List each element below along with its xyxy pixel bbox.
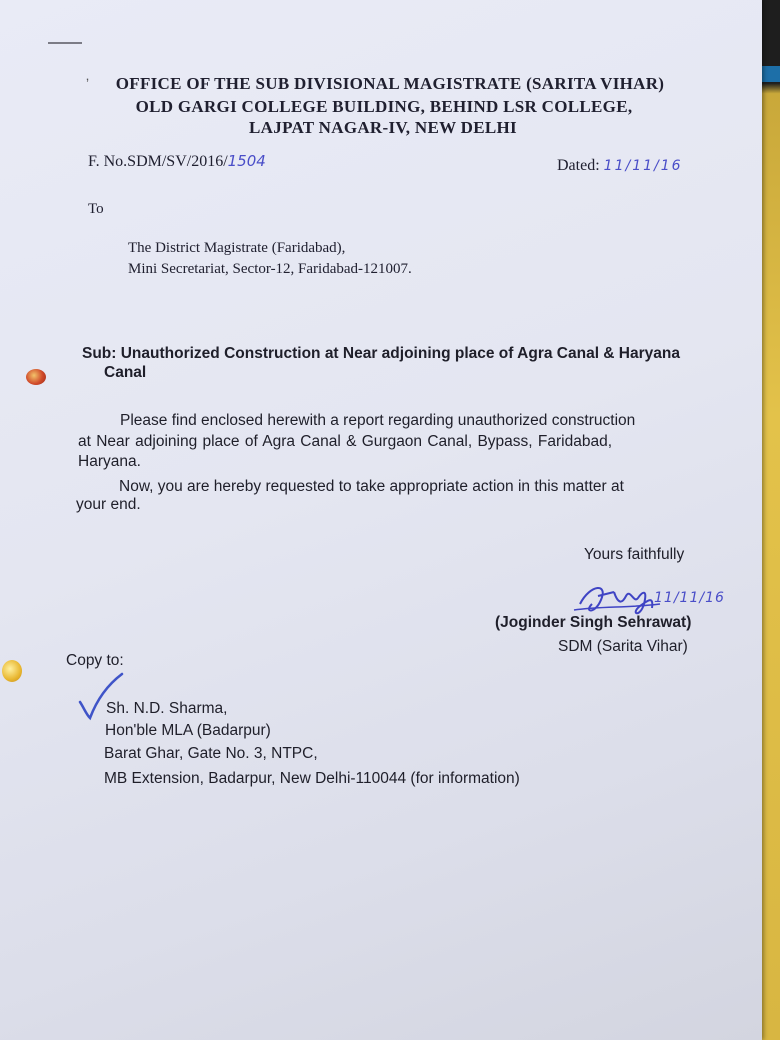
closing-salutation: Yours faithfully (584, 546, 685, 563)
body-paragraph-line: at Near adjoining place of Agra Canal & Gurgaon Canal, Bypass, Faridabad, (78, 433, 613, 450)
dated-field (557, 157, 683, 175)
punch-hole-reinforcement (26, 369, 46, 385)
signatory-name: (Joginder Singh Sehrawat) (495, 614, 692, 631)
file-reference (88, 152, 266, 171)
office-title: OFFICE OF THE SUB DIVISIONAL MAGISTRATE (SARITA VIHAR) (115, 74, 665, 93)
punch-hole-reinforcement (2, 660, 22, 682)
addressee-line: The District Magistrate (Faridabad), (128, 240, 346, 256)
pen-tick-mark: ʼ (86, 76, 90, 92)
body-paragraph-line: your end. (76, 496, 141, 513)
addressee-line: Mini Secretariat, Sector-12, Faridabad-121007. (128, 261, 412, 277)
copy-to-label: Copy to: (66, 652, 124, 669)
file-number-handwritten: 1504 (227, 152, 266, 170)
subject-line: Canal (104, 364, 147, 381)
copy-recipient-line: Sh. N.D. Sharma, (106, 700, 228, 717)
office-address-line: OLD GARGI COLLEGE BUILDING, BEHIND LSR COLLEGE, (135, 97, 633, 116)
office-address-line: LAJPAT NAGAR-IV, NEW DELHI (249, 118, 517, 137)
copy-recipient-line: MB Extension, Badarpur, New Delhi-110044 (for information) (104, 770, 520, 787)
body-paragraph-line: Haryana. (78, 453, 141, 470)
to-label: To (88, 201, 104, 217)
copy-recipient-line: Barat Ghar, Gate No. 3, NTPC, (104, 745, 318, 762)
dated-value-handwritten: 11/11/16 (603, 158, 683, 174)
subject-line: Sub: Unauthorized Construction at Near adjoining place of Agra Canal & Haryana (82, 345, 680, 362)
signatory-designation: SDM (Sarita Vihar) (558, 638, 688, 655)
pen-mark (48, 42, 82, 44)
copy-recipient-line: Hon'ble MLA (Badarpur) (105, 722, 271, 739)
dated-label: Dated: (557, 157, 600, 174)
signature-date-handwritten: 11/11/16 (654, 590, 725, 606)
file-number-prefix: F. No.SDM/SV/2016/ (88, 153, 228, 170)
body-paragraph-line: Now, you are hereby requested to take appropriate action in this matter at (119, 478, 624, 495)
body-paragraph-line: Please find enclosed herewith a report regarding unauthorized construction (120, 412, 636, 429)
